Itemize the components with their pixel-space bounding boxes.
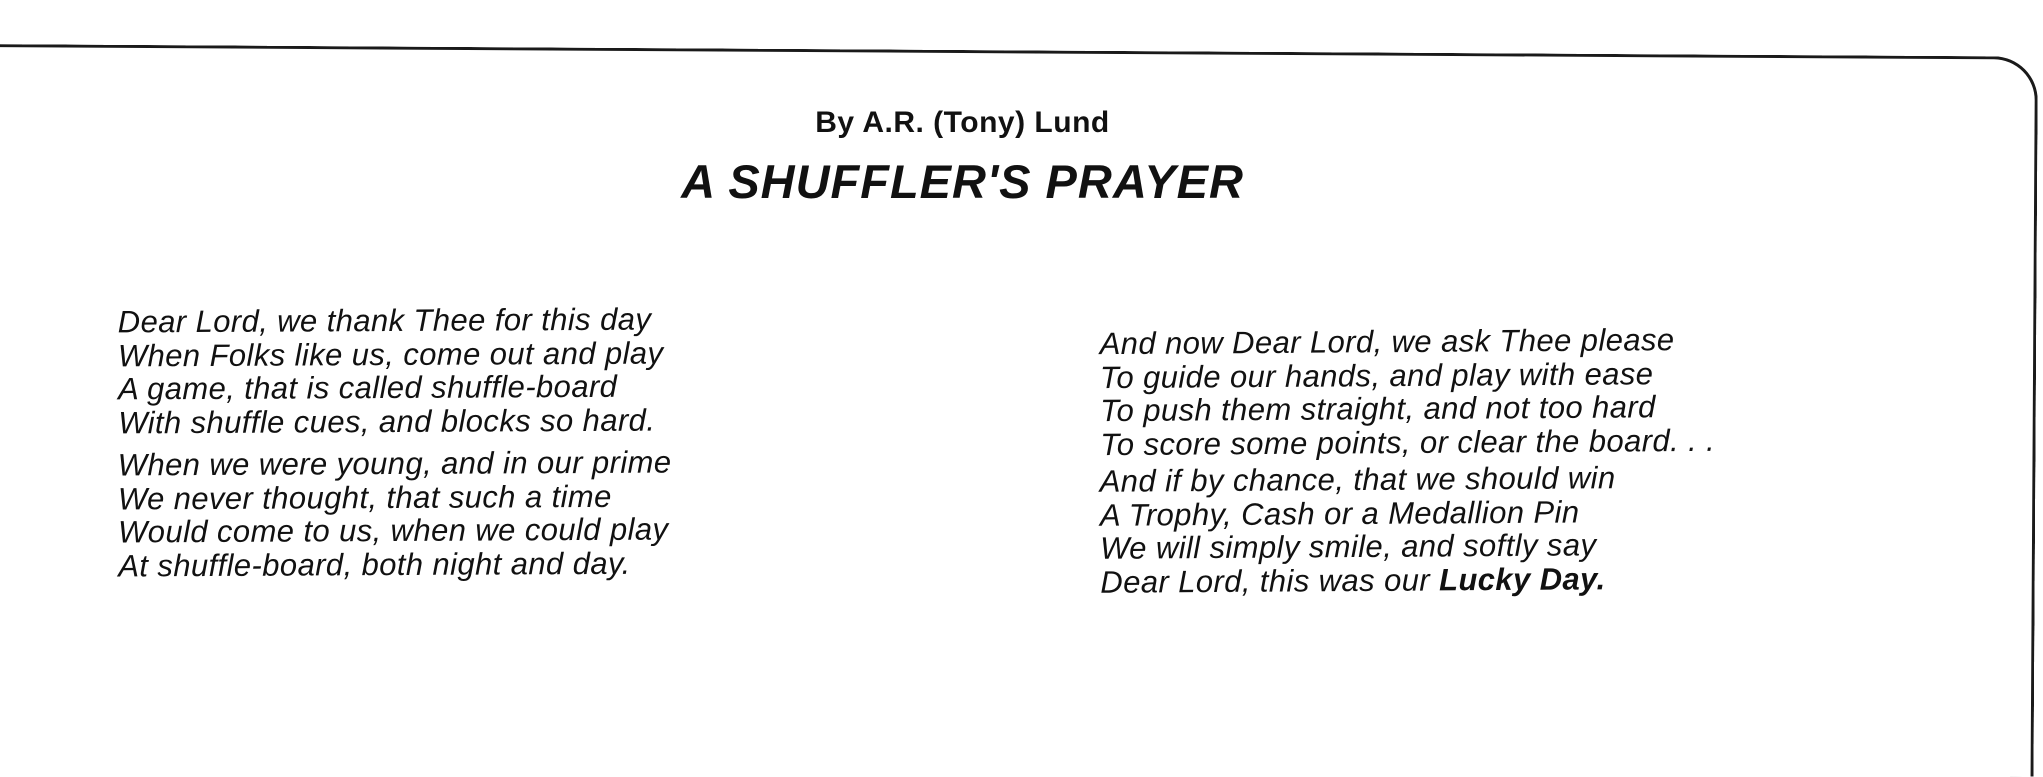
stanza-1	[118, 303, 664, 440]
poem-line: We will simply smile, and softly say	[1099, 527, 1597, 566]
poem-line: And if by chance, that we should win	[1099, 460, 1616, 499]
poem-line: To score some points, or clear the board. . .	[1100, 422, 1716, 462]
poem-line: To push them straight, and not too hard	[1100, 389, 1656, 429]
lucky-day-emphasis: Lucky Day.	[1438, 560, 1606, 597]
stanza-3	[1100, 323, 1716, 461]
poem-final-line	[1100, 562, 1616, 599]
author-byline: By A.R. (Tony) Lund	[815, 106, 1110, 139]
poem-line: To guide our hands, and play with ease	[1099, 355, 1654, 395]
poem-line: We never thought, that such a time	[117, 478, 612, 516]
poem-line: A game, that is called shuffle-board	[117, 368, 618, 407]
poem-title: A SHUFFLER'S PRAYER	[681, 155, 1244, 208]
poem-line: Would come to us, when we could play	[117, 511, 669, 550]
final-line-prefix: Dear Lord, this was our	[1100, 561, 1440, 600]
poem-line: A Trophy, Cash or a Medallion Pin	[1099, 493, 1580, 533]
stanza-4	[1100, 461, 1617, 599]
poem-line: When we were young, and in our prime	[117, 444, 672, 483]
poem-line: At shuffle-board, both night and day.	[118, 545, 631, 583]
poem-line: When Folks like us, come out and play	[117, 335, 664, 373]
poem-line: And now Dear Lord, we ask Thee please	[1099, 322, 1675, 362]
stanza-2	[118, 446, 672, 583]
poem-line: With shuffle cues, and blocks so hard.	[118, 402, 656, 440]
poem-line: Dear Lord, we thank Thee for this day	[117, 301, 652, 340]
